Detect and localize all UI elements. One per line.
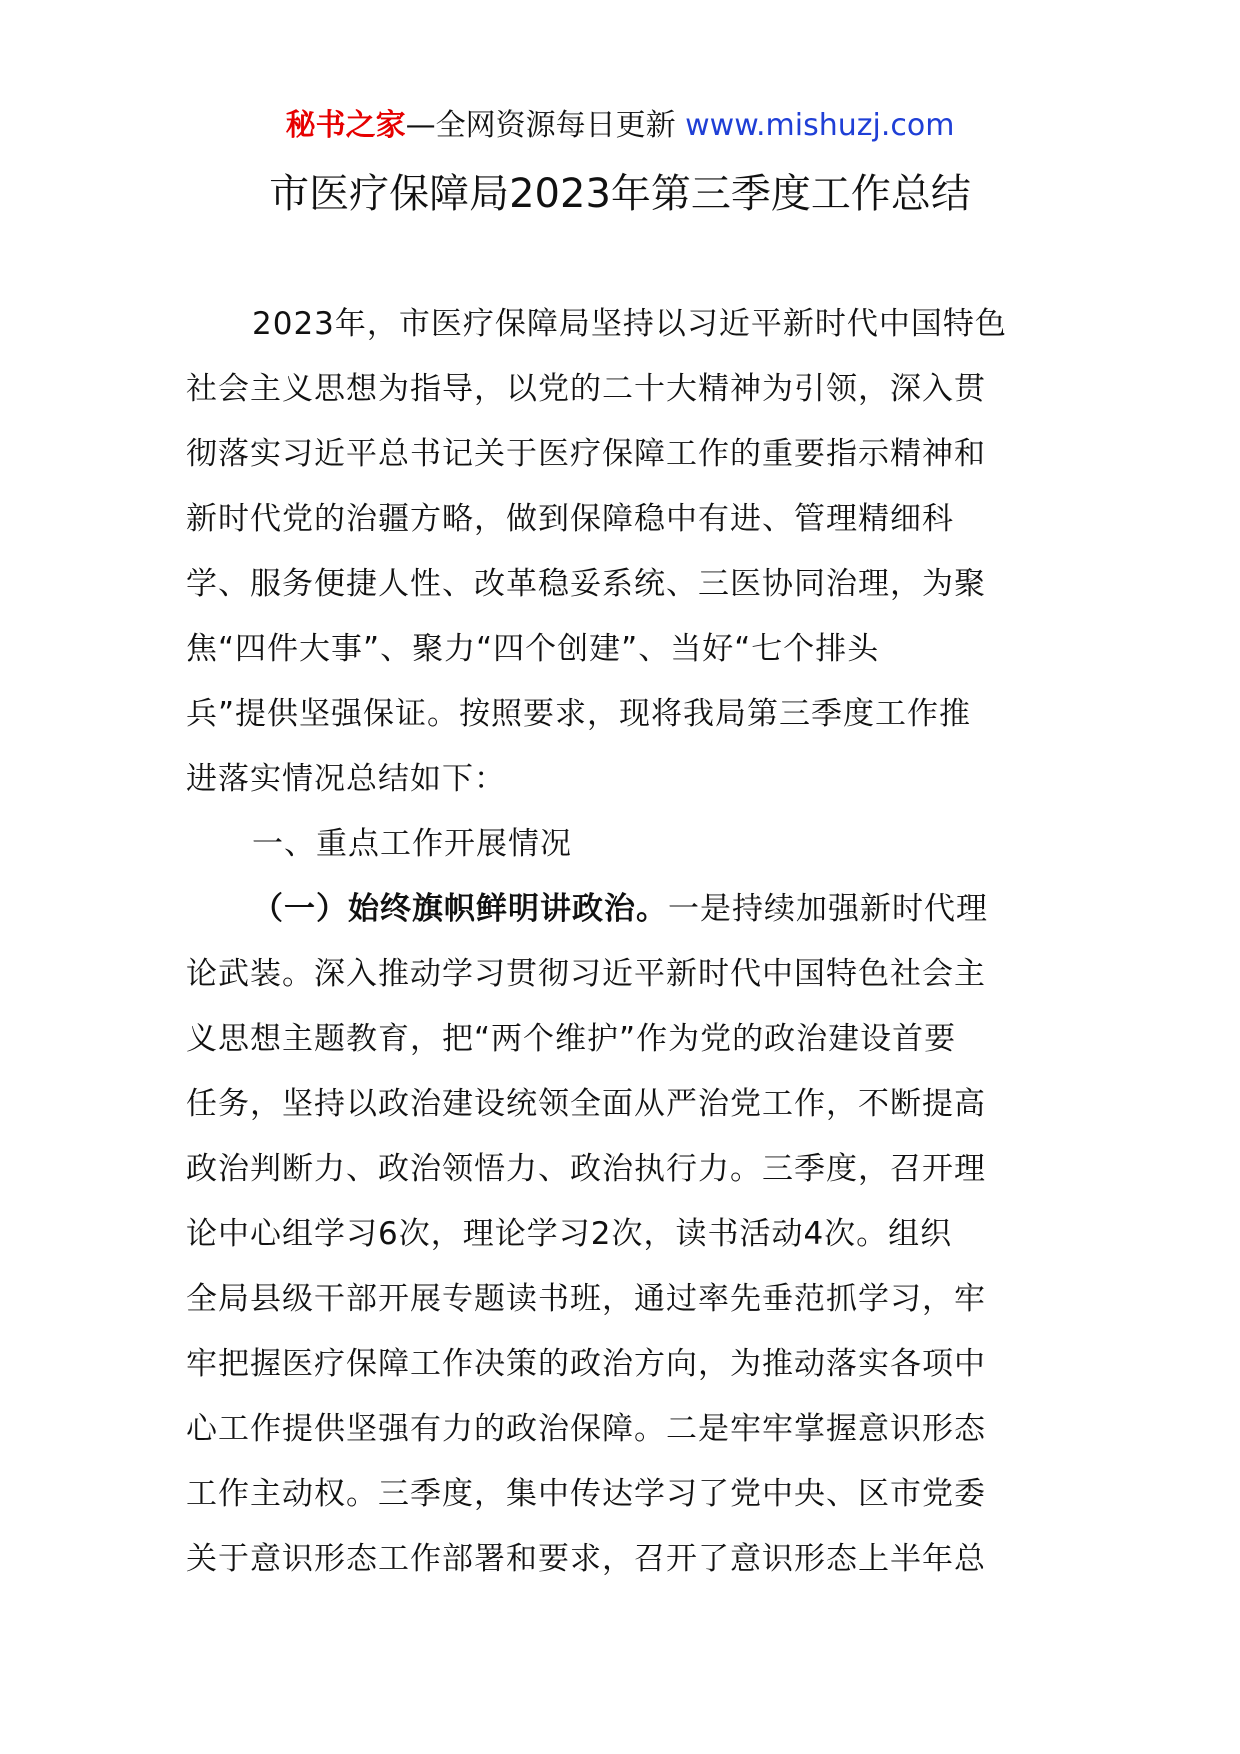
paragraph-line: 论武装。深入推动学习贯彻习近平新时代中国特色社会主 xyxy=(186,956,986,992)
paragraph-line: 进落实情况总结如下： xyxy=(186,761,506,797)
subsection-line xyxy=(186,877,1052,942)
paragraph-line: 社会主义思想为指导，以党的二十大精神为引领，深入贯 xyxy=(186,371,986,407)
site-header xyxy=(0,104,1240,148)
paragraph-line: 新时代党的治疆方略，做到保障稳中有进、管理精细科 xyxy=(186,501,954,537)
paragraph-line: 任务，坚持以政治建设统领全面从严治党工作，不断提高 xyxy=(186,1086,986,1122)
paragraph-line: 焦“四件大事”、聚力“四个创建”、当好“七个排头 xyxy=(186,631,880,667)
header-tagline: —全网资源每日更新 xyxy=(405,108,676,143)
paragraph-line: 关于意识形态工作部署和要求，召开了意识形态上半年总 xyxy=(186,1541,986,1577)
section-heading: 一、重点工作开展情况 xyxy=(252,826,572,862)
subsection-text: 一是持续加强新时代理 xyxy=(668,891,988,927)
paragraph-line: 工作主动权。三季度，集中传达学习了党中央、区市党委 xyxy=(186,1476,986,1512)
paragraph-line: 政治判断力、政治领悟力、政治执行力。三季度，召开理 xyxy=(186,1151,986,1187)
document-body xyxy=(186,292,1052,1592)
paragraph-line: 学、服务便捷人性、改革稳妥系统、三医协同治理，为聚 xyxy=(186,566,986,602)
paragraph-line: 全局县级干部开展专题读书班，通过率先垂范抓学习，牢 xyxy=(186,1281,986,1317)
paragraph-line: 彻落实习近平总书记关于医疗保障工作的重要指示精神和 xyxy=(186,436,986,472)
paragraph-line: 论中心组学习6次，理论学习2次，读书活动4次。组织 xyxy=(186,1216,953,1252)
paragraph-line: 兵”提供坚强保证。按照要求，现将我局第三季度工作推 xyxy=(186,696,972,732)
paragraph-line: 义思想主题教育，把“两个维护”作为党的政治建设首要 xyxy=(186,1021,957,1057)
brand-name: 秘书之家 xyxy=(285,108,406,143)
paragraph-line: 2023年，市医疗保障局坚持以习近平新时代中国特色 xyxy=(252,306,1007,342)
paragraph-line: 心工作提供坚强有力的政治保障。二是牢牢掌握意识形态 xyxy=(186,1411,986,1447)
document-title: 市医疗保障局2023年第三季度工作总结 xyxy=(269,171,971,217)
subsection-heading: （一）始终旗帜鲜明讲政治。 xyxy=(252,891,668,927)
site-url[interactable]: www.mishuzj.com xyxy=(685,108,955,143)
paragraph-line: 牢把握医疗保障工作决策的政治方向，为推动落实各项中 xyxy=(186,1346,986,1382)
